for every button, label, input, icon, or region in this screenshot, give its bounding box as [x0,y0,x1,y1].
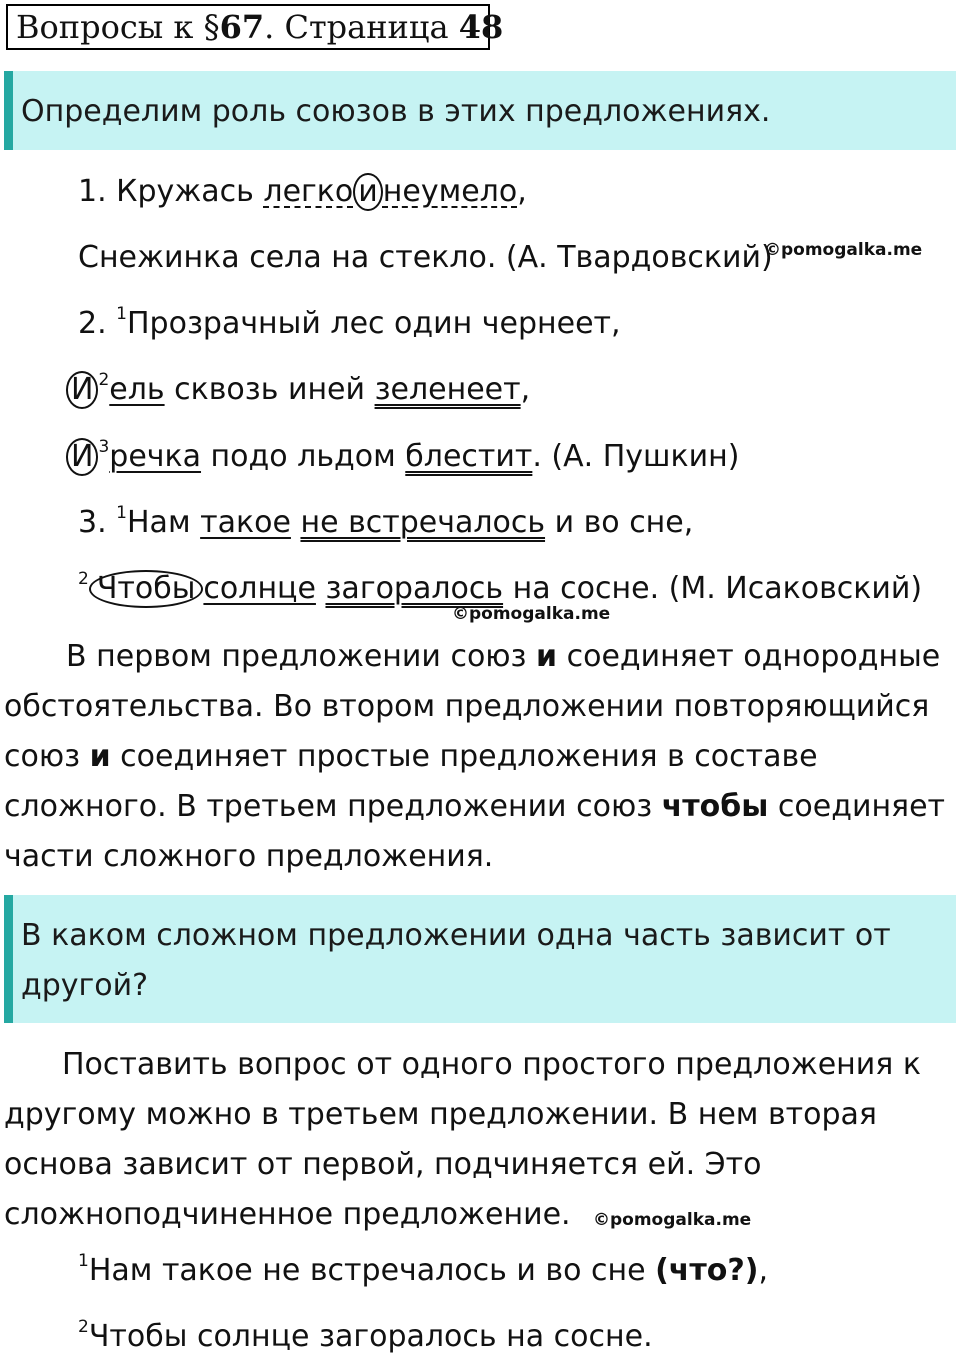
question-1-text: Определим роль союзов в этих предложениях. [21,94,771,129]
subject: ель [109,372,165,407]
text: соединяет однородные обстоятельства. Во втором предложении повторяющийся союз [4,639,941,774]
answer-1 [4,632,954,882]
watermark: ©pomogalka.me [764,240,923,260]
conjunction-circle: Чтобы [89,570,204,608]
text: , [758,1253,769,1288]
superscript: 2 [78,1317,89,1337]
adverb-neumelo: неумело [382,174,518,209]
subject: речка [109,439,202,474]
subject: такое [200,505,291,540]
question-word: (что?) [655,1253,759,1288]
text: , [520,372,531,407]
text: 1. Кружась [78,174,264,209]
example-3-line-2 [78,569,922,609]
final-line-2 [78,1317,653,1357]
example-2-line-2 [66,370,530,410]
example-1-line-1 [78,172,527,212]
title-prefix: Вопросы к § [16,8,220,46]
superscript: 1 [116,304,127,324]
adverb-legko: легко [263,174,354,209]
text: 3. [78,505,117,540]
text: . (А. Пушкин) [532,439,740,474]
bold-word: чтобы [661,789,769,824]
question-box-2 [4,895,956,1023]
text: В первом предложении союз [66,639,537,674]
text: Поставить вопрос от одного простого предложения к другому можно в третьем предложении. В нем вторая основа зависит от первой, подчиняется ей. Это сложноподчиненное предложение. [4,1047,921,1232]
conjunction-circle: И [66,371,98,409]
final-line-1 [78,1251,768,1291]
text: и во сне, [545,505,694,540]
predicate: блестит [405,439,533,474]
text: на сосне. (М. Исаковский) [503,571,923,606]
predicate: не встречалось [300,505,546,540]
text: соединяет простые предложения в составе сложного. В третьем предложении союз [4,739,818,824]
example-1-line-2 [78,238,773,278]
title-middle: . Страница [264,8,459,46]
question-box-1 [4,71,956,150]
watermark: ©pomogalka.me [452,604,611,624]
predicate: зеленеет [374,372,521,407]
answer-2 [4,1040,924,1240]
conjunction-circle: и [353,173,383,211]
superscript: 2 [98,370,110,390]
example-2-line-3 [66,437,739,477]
text: , [517,174,527,209]
text: соединяет части сложного предложения. [4,789,946,874]
bold-word: и [536,639,558,674]
superscript: 1 [116,503,127,523]
text: Чтобы солнце загоралось на сосне. [88,1319,653,1354]
question-2-text: В каком сложном предложении одна часть зависит от другой? [21,918,891,1003]
subject: солнце [203,571,316,606]
conjunction-circle: И [66,438,98,476]
page-number: 48 [458,8,504,46]
text: сквозь иней [164,372,375,407]
superscript: 1 [78,1251,89,1271]
text: 2. [78,306,117,341]
superscript: 3 [98,437,110,457]
text: Нам [127,505,201,540]
page-title [6,4,504,50]
predicate: загоралось [325,571,504,606]
watermark: ©pomogalka.me [593,1210,752,1230]
paragraph-number: 67 [219,8,265,46]
example-2-line-1 [78,304,621,344]
bold-word: и [89,739,111,774]
superscript: 2 [78,569,89,589]
text: Прозрачный лес один чернеет, [127,306,621,341]
text: Снежинка села на стекло. (А. Твардовский) [78,240,773,275]
text: Нам такое не встречалось и во сне [88,1253,656,1288]
text: подо льдом [201,439,406,474]
example-3-line-1 [78,503,693,543]
